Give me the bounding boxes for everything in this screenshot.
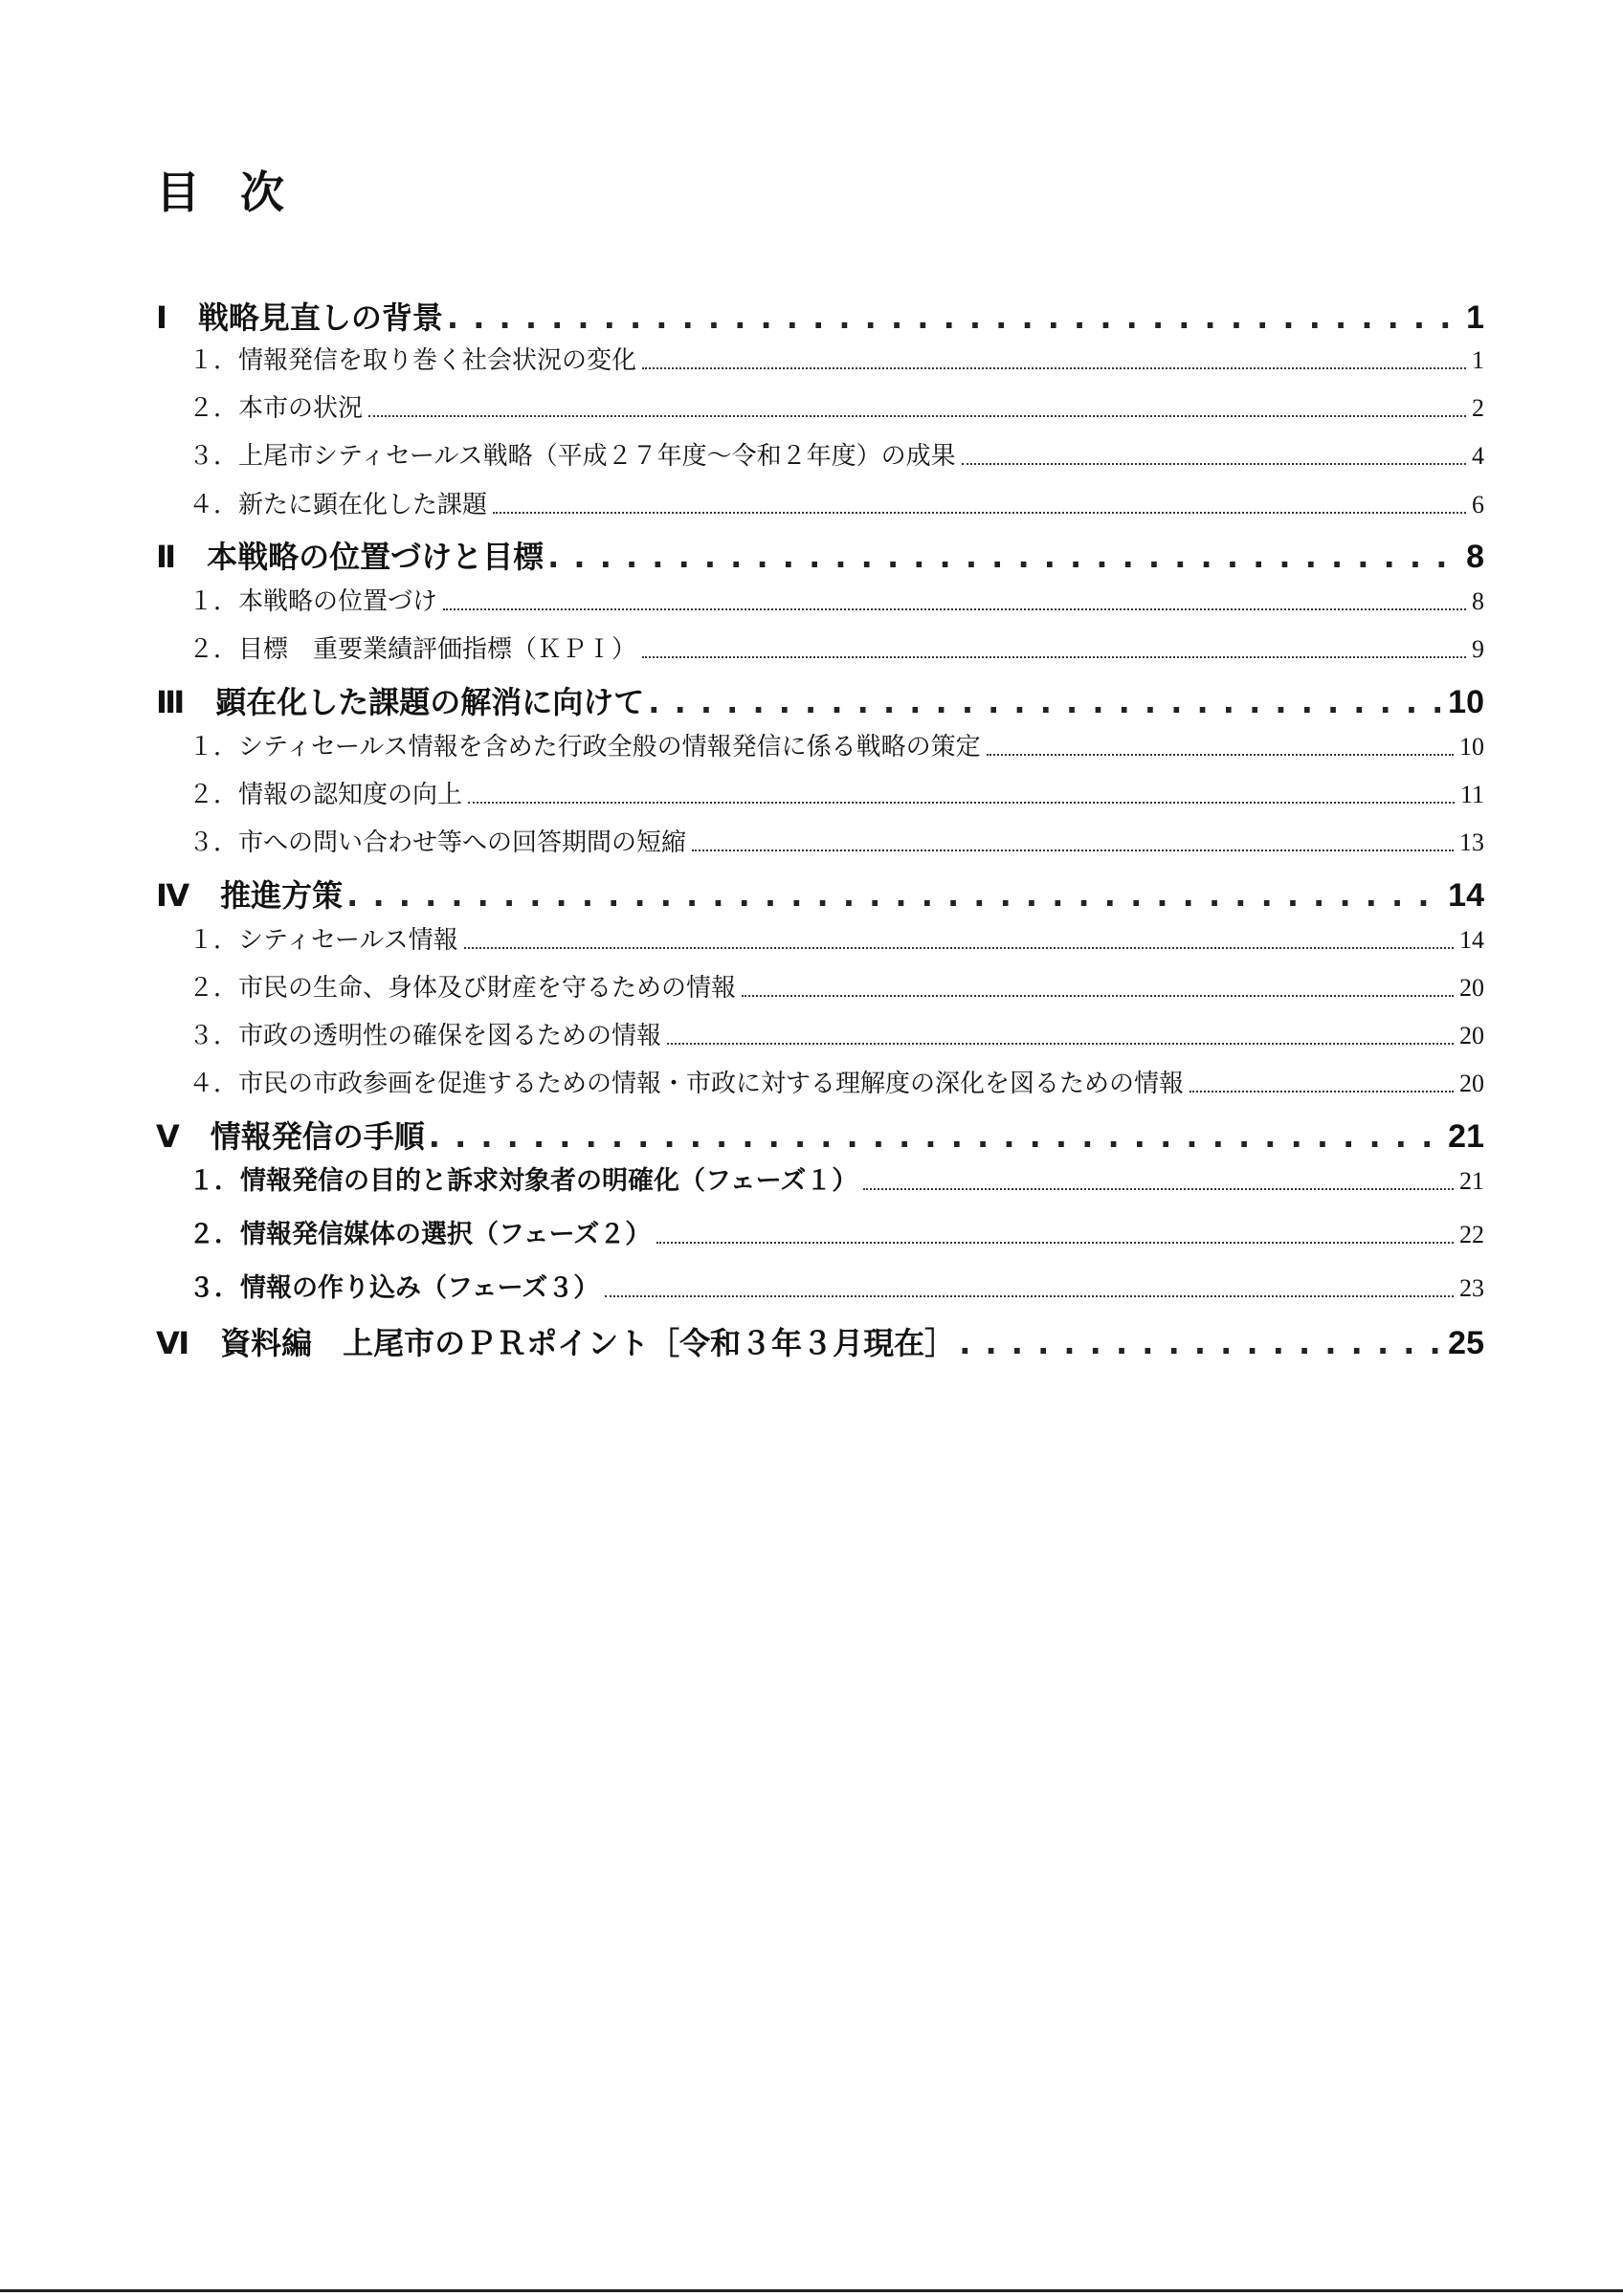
toc-section-entry[interactable] [156,487,1484,523]
toc-dot-leader [493,512,1466,514]
toc-chapter-entry[interactable] [156,297,1484,339]
toc-entry-label: １．情報発信の目的と訴求対象者の明確化（フェーズ１） [189,1166,858,1196]
toc-section-entry[interactable] [156,729,1484,765]
toc-page-number: 8 [1472,587,1484,615]
toc-chapter-entry[interactable] [156,874,1484,916]
toc-dot-leader [642,367,1466,369]
toc-entry-label: ３．上尾市シティセールス戦略（平成２７年度～令和２年度）の成果 [189,442,956,471]
toc-dot-leader [648,681,1444,723]
toc-entry-label: Ⅰ 戦略見直しの背景 [156,299,443,336]
toc-chapter-entry[interactable] [156,681,1484,723]
toc-dot-leader [605,1295,1454,1297]
toc-page-number: 14 [1459,926,1484,954]
toc-entry-label: １．本戦略の位置づけ [189,587,438,616]
toc-dot-leader [443,608,1466,610]
toc-page-number: 9 [1472,635,1484,663]
toc-page-number: 21 [1459,1167,1484,1195]
page-bottom-rule [0,2289,1623,2292]
toc-page-number: 21 [1448,1118,1484,1155]
toc-entry-label: ３．市への問い合わせ等への回答期間の短縮 [189,828,687,857]
toc-section-entry[interactable] [156,1270,1484,1307]
toc-page-number: 1 [1472,346,1484,374]
toc-dot-leader [962,463,1466,465]
toc-page-number: 13 [1459,828,1484,856]
toc-section-entry[interactable] [156,342,1484,379]
toc-entry-label: ３．市政の透明性の確保を図るための情報 [189,1022,662,1050]
toc-page-number: 22 [1459,1221,1484,1248]
toc-dot-leader [547,536,1462,578]
toc-page-number: 10 [1459,733,1484,761]
toc-dot-leader [642,656,1466,658]
toc-section-entry[interactable] [156,438,1484,475]
toc-section-entry[interactable] [156,1018,1484,1054]
toc-entry-label: Ⅳ 推進方策 [156,877,344,914]
page-title: 目次 [156,166,324,218]
toc-entry-label: ４．新たに顕在化した課題 [189,491,488,519]
toc-dot-leader [346,874,1444,916]
toc-dot-leader [656,1242,1454,1244]
toc-dot-leader [667,1043,1454,1045]
toc-page-number: 6 [1472,491,1484,519]
toc-dot-leader [447,297,1462,339]
toc-page-number: 11 [1459,781,1484,808]
toc-dot-leader [692,850,1454,851]
toc-page-number: 4 [1472,442,1484,470]
toc-section-entry[interactable] [156,584,1484,620]
toc-section-entry[interactable] [156,1217,1484,1253]
toc-section-entry[interactable] [156,1163,1484,1200]
toc-section-entry[interactable] [156,825,1484,861]
toc-dot-leader [959,1322,1444,1364]
toc-entry-label: １．シティセールス情報 [189,926,458,955]
toc-chapter-entry[interactable] [156,1322,1484,1364]
toc-entry-label: Ⅱ 本戦略の位置づけと目標 [156,539,545,575]
toc-entry-label: ２．本市の状況 [189,394,364,423]
toc-entry-label: １．情報発信を取り巻く社会状況の変化 [189,346,637,375]
toc-entry-label: ２．情報発信媒体の選択（フェーズ２） [189,1220,652,1249]
toc-page-number: 25 [1448,1325,1484,1361]
toc-entry-label: ２．市民の生命、身体及び財産を守るための情報 [189,974,737,1003]
toc-section-entry[interactable] [156,390,1484,427]
toc-dot-leader [468,802,1455,804]
toc-page-number: 20 [1459,974,1484,1002]
toc-dot-leader [368,415,1466,417]
toc-dot-leader [429,1115,1444,1158]
toc-dot-leader [863,1188,1454,1190]
toc-entry-label: Ⅴ 情報発信の手順 [156,1118,425,1155]
toc-chapter-entry[interactable] [156,536,1484,578]
toc-section-entry[interactable] [156,631,1484,668]
toc-entry-label: １．シティセールス情報を含めた行政全般の情報発信に係る戦略の策定 [189,733,981,762]
toc-page-number: 10 [1448,684,1484,720]
toc-dot-leader [1189,1091,1454,1093]
toc-dot-leader [987,754,1454,756]
toc-entry-label: Ⅲ 顕在化した課題の解消に向けて [156,684,645,720]
toc-section-entry[interactable] [156,1066,1484,1102]
toc-page-number: 14 [1448,877,1484,914]
toc-section-entry[interactable] [156,970,1484,1006]
toc-page-number: 1 [1466,299,1484,336]
toc-entry-label: ２．情報の認知度の向上 [189,781,463,809]
toc-entry-label: ３．情報の作り込み（フェーズ３） [189,1273,600,1303]
toc-page-number: 20 [1459,1022,1484,1049]
toc-dot-leader [464,947,1454,949]
toc-page-number: 2 [1472,394,1484,422]
toc-dot-leader [742,995,1454,997]
toc-page-number: 23 [1459,1274,1484,1302]
toc-chapter-entry[interactable] [156,1115,1484,1158]
toc-entry-label: ２．目標 重要業績評価指標（ＫＰＩ） [189,635,637,664]
toc-entry-label: ４．市民の市政参画を促進するための情報・市政に対する理解度の深化を図るための情報 [189,1070,1185,1098]
toc-page-number: 20 [1459,1070,1484,1097]
toc-page-number: 8 [1466,539,1484,575]
toc-section-entry[interactable] [156,777,1484,813]
toc-entry-label: Ⅵ 資料編 上尾市のＰＲポイント［令和３年３月現在］ [156,1325,956,1361]
toc-section-entry[interactable] [156,922,1484,959]
